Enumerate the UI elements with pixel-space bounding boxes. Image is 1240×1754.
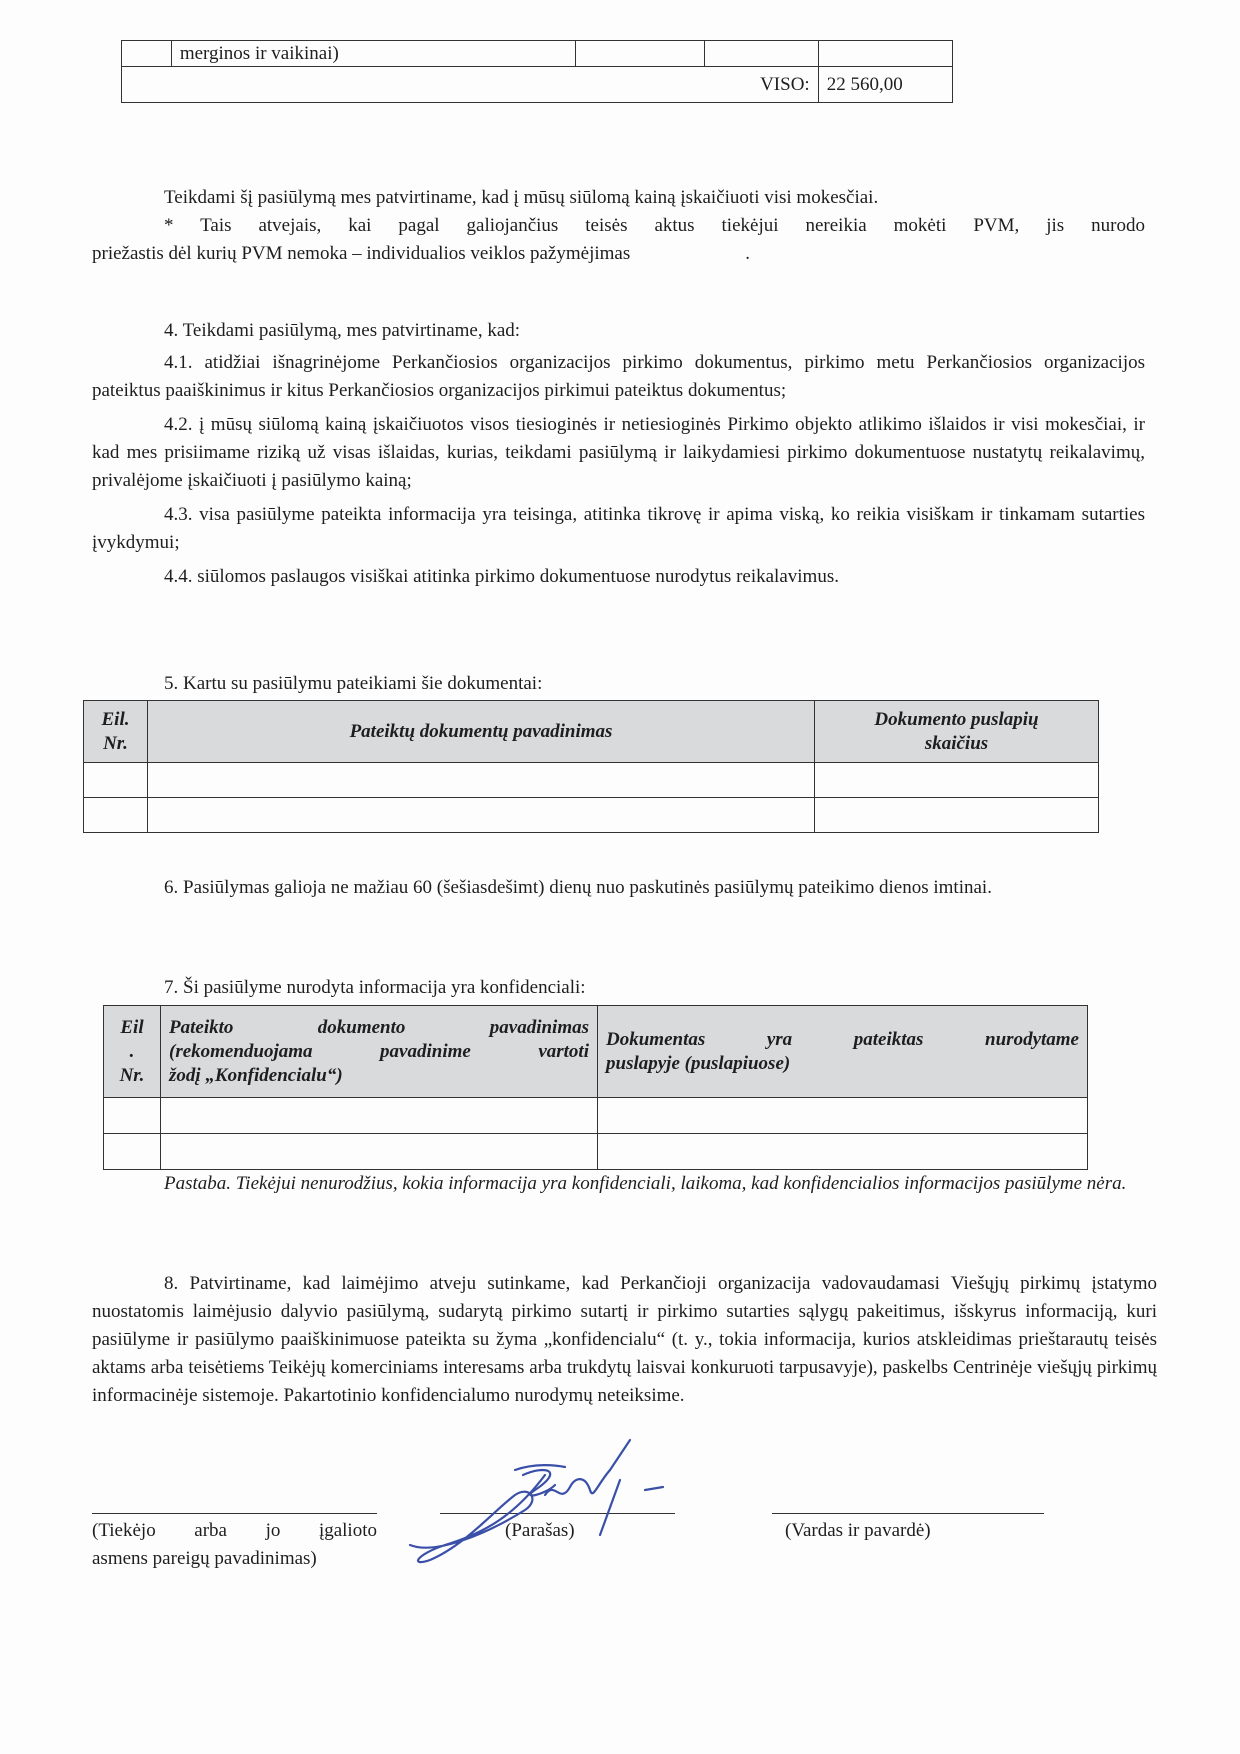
col-header-page-location <box>598 1006 1088 1098</box>
item-4-3: 4.3. visa pasiūlyme pateikta informacija yra teisinga, atitinka tikrovę ir apima viską, ko reikia visiškam ir tinkamam sutarties įvykdymui; <box>92 504 1145 553</box>
cell-quantity <box>704 41 818 67</box>
publication-consent-statement: 8. Patvirtiname, kad laimėjimo atveju sutinkame, kad Perkančioji organizacija vadovaudamasi Viešųjų pirkimų įstatymo nuostatomis laimėjusio dalyvio pasiūlymą, sudarytą pirkimo sutartį ir pirkimo sutarties sąlygų pakeitimus, išskyrus informaciją, kuri pasiūlyme ir pasiūlymo paaiškinimuose pateikta su žyma „konfidencialu“ (t. y., tokia informacija, kurios atskleidimas prieštarautų teisės aktams arba teisėtiems Teikėjų komerciniams interesams arba trukdytų laisvai konkuruoti tarpusavyje), paskelbs Centrinėje viešųjų pirkimų informacinėje sistemoje. Pakartotinio konfidencialumo nurodymų neteiksime. <box>92 1273 1157 1406</box>
table-row <box>84 763 1099 798</box>
col-header-number-line2: . <box>129 1040 135 1062</box>
name-label: (Vardas ir pavardė) <box>785 1520 931 1541</box>
section-5-heading: 5. Kartu su pasiūlymu pateikiami šie dokumentai: <box>164 673 543 694</box>
handwritten-signature-icon <box>405 1435 725 1585</box>
col-header-page-count <box>815 701 1099 763</box>
vat-note-line1: * Tais atvejais, kai pagal galiojančius teisės aktus tiekėjui nereikia mokėti PVM, jis nurodo <box>164 215 1145 236</box>
confidential-info-table <box>103 1005 1088 1170</box>
cell-number[interactable] <box>84 763 148 798</box>
section-7-heading: 7. Ši pasiūlyme nurodyta informacija yra konfidenciali: <box>164 977 586 998</box>
cell-number <box>122 41 172 67</box>
cell-document-name[interactable] <box>161 1134 598 1170</box>
col-header-document-name-line3: žodį „Konfidencialu“) <box>169 1064 343 1086</box>
col-header-document-name-line2: (rekomenduojama pavadinime vartoti <box>169 1040 589 1062</box>
col-header-document-name <box>161 1006 598 1098</box>
cell-item-name: merginos ir vaikinai) <box>171 41 575 67</box>
cell-number[interactable] <box>104 1134 161 1170</box>
cell-number[interactable] <box>84 798 148 833</box>
cell-unit <box>575 41 704 67</box>
col-header-number-line1: Eil <box>120 1016 144 1038</box>
col-header-number <box>104 1006 161 1098</box>
price-table-continuation <box>121 40 953 103</box>
col-header-page-location-line2: puslapyje (puslapiuose) <box>606 1052 791 1074</box>
position-label-line2: asmens pareigų pavadinimas) <box>92 1548 317 1569</box>
col-header-document-name-line1: Pateikto dokumento pavadinimas <box>169 1016 589 1038</box>
item-4-1: 4.1. atidžiai išnagrinėjome Perkančiosios organizacijos pirkimo dokumentus, pirkimo metu Perkančiosios organizacijos pateiktus paaiškinimus ir kitus Perkančiosios organizacijos pirkimui pateiktus dokumentus; <box>92 352 1145 401</box>
col-header-number-line1: Eil. <box>101 708 130 730</box>
col-header-document-name: Pateiktų dokumentų pavadinimas <box>148 701 815 763</box>
taxes-included-statement: Teikdami šį pasiūlymą mes patvirtiname, kad į mūsų siūlomą kainą įskaičiuoti visi mokesčiai. <box>164 187 879 208</box>
validity-statement: 6. Pasiūlymas galioja ne mažiau 60 (šešiasdešimt) dienų nuo paskutinės pasiūlymų pateikimo dienos imtinai. <box>164 877 992 898</box>
col-header-page-count-line2: skaičius <box>924 732 989 754</box>
cell-page-count[interactable] <box>815 798 1099 833</box>
cell-document-name[interactable] <box>148 763 815 798</box>
vat-note-line2: priežastis dėl kurių PVM nemoka – individualios veiklos pažymėjimas . <box>92 243 750 264</box>
cell-document-name[interactable] <box>161 1098 598 1134</box>
table-row <box>104 1134 1088 1170</box>
cell-number[interactable] <box>104 1098 161 1134</box>
section-6 <box>92 874 1145 902</box>
col-header-number-line3: Nr. <box>119 1064 145 1086</box>
col-header-number <box>84 701 148 763</box>
cell-page-location[interactable] <box>598 1134 1088 1170</box>
col-header-page-count-line1: Dokumento puslapių <box>874 708 1039 730</box>
section-4 <box>92 317 1145 591</box>
col-header-number-line2: Nr. <box>103 732 128 754</box>
cell-page-count[interactable] <box>815 763 1099 798</box>
position-signature-line <box>92 1513 377 1514</box>
note-text: Pastaba. Tiekėjui nenurodžius, kokia informacija yra konfidenciali, laikoma, kad konfidencialios informacijos pasiūlyme nėra. <box>164 1173 1127 1194</box>
intro-block <box>92 184 1145 268</box>
col-header-page-location-line1: Dokumentas yra pateiktas nurodytame <box>606 1028 1079 1050</box>
total-label: VISO: <box>122 67 819 103</box>
name-signature-line <box>772 1513 1044 1514</box>
cell-page-location[interactable] <box>598 1098 1088 1134</box>
total-value: 22 560,00 <box>818 67 952 103</box>
cell-price <box>818 41 952 67</box>
table-row <box>84 798 1099 833</box>
item-4-4: 4.4. siūlomos paslaugos visiškai atitinka pirkimo dokumentuose nurodytus reikalavimus. <box>164 566 839 587</box>
signature-label: (Parašas) <box>505 1520 575 1541</box>
cell-document-name[interactable] <box>148 798 815 833</box>
confidentiality-note <box>92 1170 1157 1198</box>
section-8 <box>92 1270 1157 1410</box>
table-row <box>104 1098 1088 1134</box>
section-4-heading: 4. Teikdami pasiūlymą, mes patvirtiname, kad: <box>164 320 521 341</box>
submitted-documents-table <box>83 700 1099 833</box>
position-label-line1: (Tiekėjo arba jo įgalioto <box>92 1520 377 1541</box>
position-label <box>92 1517 377 1573</box>
item-4-2: 4.2. į mūsų siūlomą kainą įskaičiuotos visos tiesioginės ir netiesioginės Pirkimo objekto atlikimo išlaidos ir visi mokesčiai, ir kad mes prisiimame riziką už visas išlaidas, kurias, teikdami pasiūlymą ir laikydamiesi pirkimo dokumentuose nustatytų reikalavimų, privalėjome įskaičiuoti į pasiūlymo kainą; <box>92 414 1145 491</box>
